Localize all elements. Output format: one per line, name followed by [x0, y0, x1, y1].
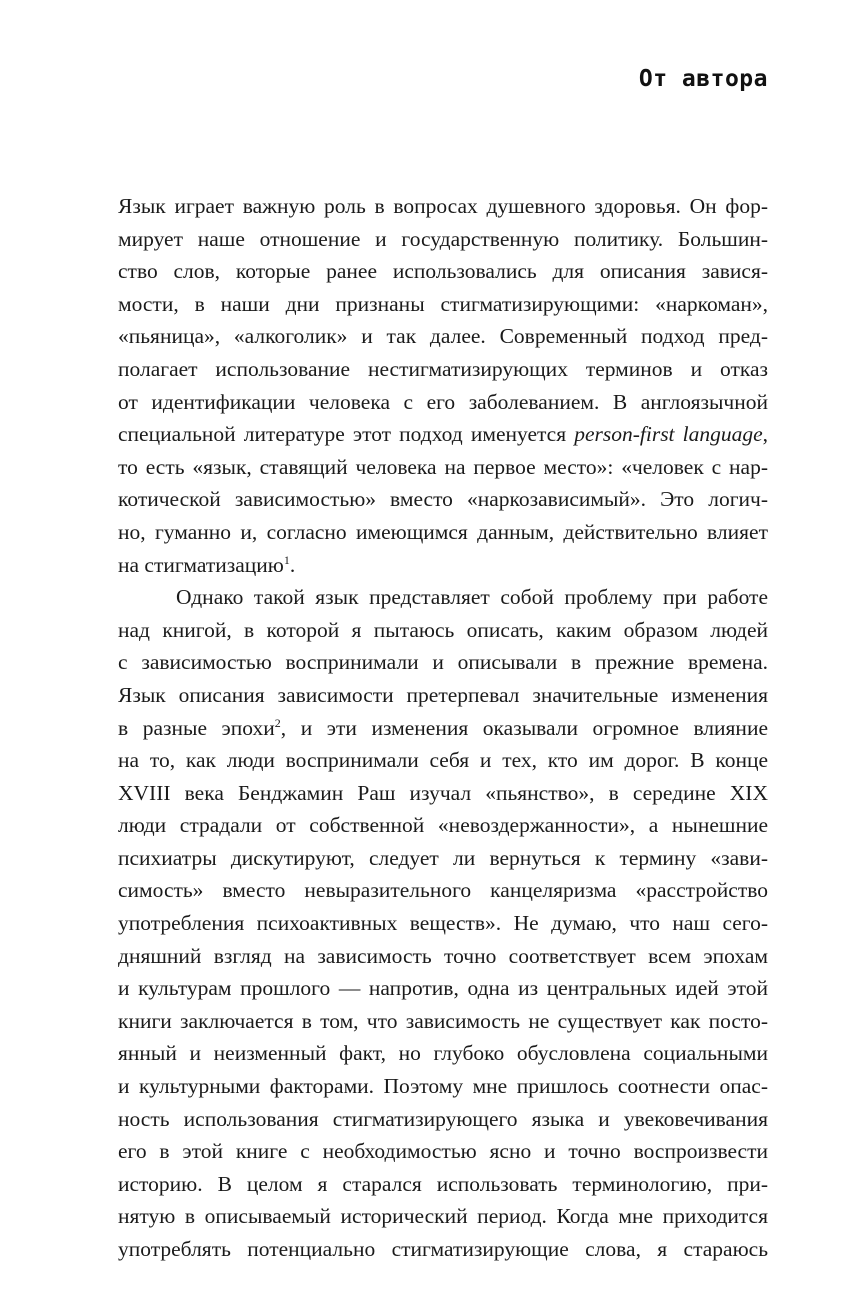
text-line: употребления психоактивных веществ». Не думаю, что наш сего- [118, 911, 768, 936]
text-line: психиатры дискутируют, следует ли вернуться к термину «зави- [118, 845, 768, 870]
body-text [118, 190, 768, 1266]
text-line: над книгой, в которой я пытаюсь описать, каким образом людей [118, 617, 768, 642]
text-line: котической зависимостью» вместо «наркозависимый». Это логич- [118, 487, 768, 512]
text-line: «пьяница», «алкоголик» и так далее. Современный подход пред- [118, 324, 768, 349]
text-line: но, гуманно и, согласно имеющимся данным, действительно влияет [118, 519, 768, 544]
text-line: люди страдали от собственной «невоздержанности», а нынешние [118, 813, 768, 838]
text-line: специальной литературе этот подход именуется person-first language, [118, 422, 769, 447]
text-line: нятую в описываемый исторический период. Когда мне приходится [118, 1204, 768, 1229]
text-line: дняшний взгляд на зависимость точно соответствует всем эпохам [118, 943, 768, 968]
text-line: употреблять потенциально стигматизирующие слова, я стараюсь [118, 1237, 768, 1261]
text-line: на стигматизацию$^1$. [118, 552, 296, 577]
text-line: книги заключается в том, что зависимость не существует как посто- [118, 1008, 768, 1033]
text-line: и культурными факторами. Поэтому мне пришлось соотнести опас- [118, 1074, 768, 1099]
text-line: и культурам прошлого — напротив, одна из центральных идей этой [118, 976, 768, 1001]
text-line: янный и неизменный факт, но глубоко обусловлена социальными [118, 1041, 768, 1066]
text-line: в разные эпохи$^2$, и эти изменения оказывали огромное влияние [118, 715, 768, 740]
footnote-ref[interactable]: 2 [274, 715, 281, 730]
text-line: его в этой книге с необходимостью ясно и точно воспроизвести [118, 1139, 768, 1164]
text-line: мирует наше отношение и государственную политику. Большин- [118, 226, 768, 251]
text-line: Однако такой язык представляет собой проблему при работе [176, 585, 768, 610]
text-line: полагает использование нестигматизирующих терминов и отказ [118, 356, 768, 381]
text-line: Язык играет важную роль в вопросах душевного здоровья. Он фор- [118, 194, 768, 218]
footnote-ref[interactable]: 1 [283, 552, 290, 567]
text-line: симость» вместо невыразительного канцеляризма «расстройство [118, 878, 768, 903]
running-head: От автора [638, 66, 768, 92]
text-line: историю. В целом я старался использовать терминологию, при- [118, 1171, 768, 1196]
text-line: ство слов, которые ранее использовались для описания завися- [118, 259, 768, 284]
text-line: то есть «язык, ставящий человека на первое место»: «человек с нар- [118, 454, 768, 479]
text-line: от идентификации человека с его заболеванием. В англоязычной [118, 389, 768, 414]
italic-term: person-first language [574, 422, 763, 447]
text-line: на то, как люди воспринимали себя и тех, кто им дорог. В конце [118, 748, 768, 773]
text-line: Язык описания зависимости претерпевал значительные изменения [118, 682, 768, 707]
text-line: мости, в наши дни признаны стигматизирующими: «наркоман», [118, 291, 768, 316]
text-line: ность использования стигматизирующего языка и увековечивания [118, 1106, 768, 1131]
text-line: XVIII века Бенджамин Раш изучал «пьянство», в середине XIX [118, 780, 768, 805]
text-line: с зависимостью воспринимали и описывали в прежние времена. [118, 650, 768, 675]
